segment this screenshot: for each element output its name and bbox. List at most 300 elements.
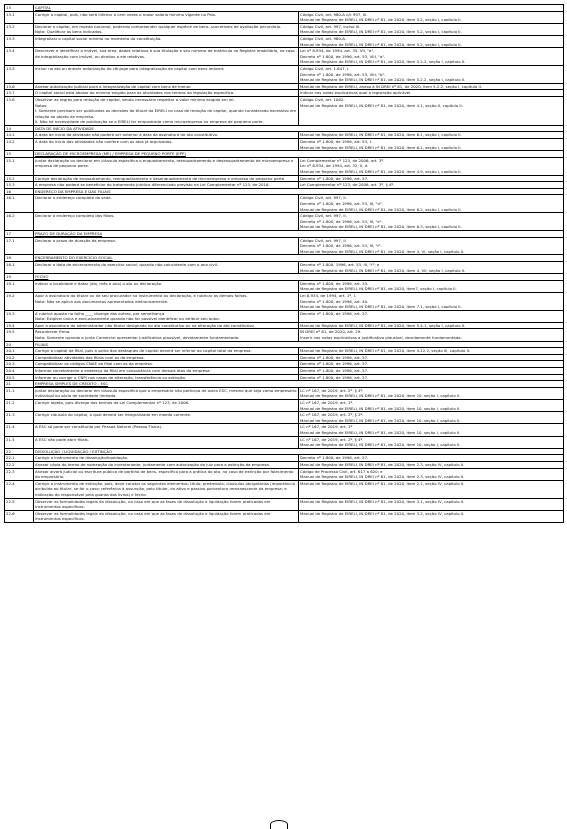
item-number-line: 21.4: [6, 424, 15, 430]
item-description: [34, 237, 299, 255]
item-legal-reference-line: Manual de Registro de EIRELI, IN DREI nº 81, de 2020, item 4.12.2, seção III, capítulo II.: [300, 348, 471, 354]
item-legal-reference: [299, 65, 564, 83]
requirement-row: [5, 23, 564, 35]
item-number: [5, 461, 34, 468]
item-legal-reference: [299, 436, 564, 448]
item-legal-reference-line: Código de Processo Civil, art. 617 a 620; e: [300, 468, 383, 474]
item-number-line: 19.1: [6, 280, 15, 286]
section-header-row: [5, 125, 564, 132]
item-number: [5, 436, 34, 448]
item-legal-reference: [299, 90, 564, 97]
item-description-line: Compatibilizar os códigos CNAE da filial com os da empresa.: [35, 361, 154, 367]
section-title-line: FECHO: [35, 274, 49, 280]
item-legal-reference-line: Manual de Registro de EIRELI, IN DREI nº 81, de 2020, item 10, seção I, capítulo II.: [300, 429, 461, 435]
item-description-line: Corrigir o instrumento de extinção, pois, deve constar os seguintes elementos: título; preâmbulo; cláusulas obrigatórias (importância atribuída ao titular, se for o caso; referência à assunção, pelo titular, do ativo e passivo porventura remanescente da empresa; e indicação do responsável pela guarda dos livros) e fecho.: [35, 480, 295, 497]
requirement-row: [5, 182, 564, 189]
item-legal-reference-line: Lei 8.934, de 1994, art. 1º, I.: [300, 292, 357, 298]
item-legal-reference: [299, 11, 564, 23]
item-description-line: A ESC só pode ser constituída por Pessoa Natural (Pessoa Física).: [35, 424, 163, 430]
section-title: [34, 341, 564, 348]
item-legal-reference: [299, 368, 564, 375]
item-description: [34, 374, 299, 381]
item-description-line: Juntar declaração ou declarar em cláusula específica o enquadramento, reenquadramento e desenquadramento de microempresa e empresa de pequeno porte.: [35, 157, 294, 169]
requirement-row: [5, 400, 564, 412]
item-description-line: Integralizar o capital social mínimo no momento da constituição.: [35, 35, 162, 41]
requirement-row: [5, 280, 564, 292]
section-number: [5, 448, 34, 455]
requirements-table-body: [5, 5, 564, 523]
item-legal-reference-line: Manual de Registro de EIRELI, IN DREI nº 81, de 2020, item 4, VI, seção I, capítulo II.: [300, 248, 465, 254]
item-legal-reference: [299, 400, 564, 412]
item-legal-reference-line: Manual de Registro de EIRELI, IN DREI nº 81, de 2020, item 5.2, seção I, capítulo II.: [300, 17, 462, 23]
item-number-line: 22.3: [6, 468, 15, 474]
item-description-line: Nota: Exigível única e exclusivamente quando não for possível identificar ou atribuir seu autor.: [35, 316, 221, 322]
item-description: [34, 96, 299, 125]
item-legal-reference-line: Decreto nº 1.800, de 1996, art. 33.: [300, 280, 369, 286]
item-legal-reference: [299, 374, 564, 381]
item-number: [5, 213, 34, 231]
item-description-line: Corrigir o capital da filial, pois a soma dos destaques de capital deverá ser inferior ao capital total da empresa.: [35, 348, 252, 354]
section-number-line: 22: [6, 448, 11, 454]
item-legal-reference-line: Decreto nº 1.800, de 1996, art. 57.: [300, 374, 369, 380]
requirement-row: [5, 354, 564, 361]
item-legal-reference-line: Decreto nº 1.800, de 1996, art. 57.: [300, 354, 369, 360]
item-description-line: Declarar o prazo de duração da empresa.: [35, 237, 117, 243]
item-legal-reference: [299, 182, 564, 189]
item-description-line: Descrever e identificar o imóvel, sua área, dados relativos à sua titulação e seu número de matrícula no Registro Imobiliário, no caso de integralização com imóvel, ou direitos a ele relativos.: [35, 48, 295, 59]
section-title: [34, 188, 564, 195]
requirement-row: [5, 35, 564, 47]
item-legal-reference-line: Decreto nº 1.800, 1996, art. 53, III, "f"; e: [300, 261, 380, 267]
item-legal-reference-line: Decreto nº 1.800, de 1996, art. 53, I.: [300, 139, 372, 145]
requirements-table: [4, 4, 564, 523]
requirement-row: [5, 329, 564, 341]
section-number: [5, 381, 34, 388]
requirement-row: [5, 510, 564, 522]
item-description: [34, 436, 299, 448]
item-description-line: Corrigir declaração de enquadramento, reenquadramento e desenquadramento de microempresa e empresa de pequeno porte.: [35, 175, 286, 181]
item-legal-reference: [299, 23, 564, 35]
item-description-line: Compatibilizar atividades das filiais com as da empresa.: [35, 354, 145, 360]
requirement-row: [5, 348, 564, 355]
section-title: [34, 381, 564, 388]
item-legal-reference: [299, 424, 564, 436]
requirement-row: [5, 237, 564, 255]
section-header-row: [5, 448, 564, 455]
section-number: [5, 125, 34, 132]
item-number-line: 19.4: [6, 322, 15, 328]
item-description: [34, 280, 299, 292]
item-number: [5, 498, 34, 510]
item-number: [5, 424, 34, 436]
section-title-line: EMPRESA SIMPLES DE CRÉDITO - ESC: [35, 381, 109, 387]
item-description-line: Indicar a localidade e datar (dia, mês e ano) o ato ou declaração.: [35, 280, 163, 286]
item-number-line: 22.5: [6, 498, 15, 504]
item-legal-reference-line: Manual de Registro de EIRELI, IN DREI nº 81, de 2020, item 5.4.1, seção I, capítulo II.: [300, 322, 466, 328]
item-number-line: 13.5: [6, 65, 15, 71]
item-legal-reference: [299, 35, 564, 47]
item-number: [5, 400, 34, 412]
section-title-line: ENDEREÇO DA EMPRESA E DAS FILIAIS: [35, 188, 111, 194]
item-legal-reference: [299, 412, 564, 424]
item-legal-reference-line: Código Civil, art. 1.647, I.: [300, 65, 350, 71]
item-number: [5, 368, 34, 375]
section-title: [34, 230, 564, 237]
section-header-row: [5, 255, 564, 262]
item-legal-reference: [299, 132, 564, 139]
item-description-line: II. Não há necessidade de publicação se a EIRELI for enquadrada como microempresa ou empresa de pequeno porte.: [35, 119, 264, 125]
requirement-row: [5, 412, 564, 424]
section-title-line: DISSOLUÇÃO / LIQUIDAÇÃO / EXTINÇÃO: [35, 448, 113, 454]
requirement-row: [5, 195, 564, 213]
item-number-line: 22.1: [6, 455, 15, 461]
item-description: [34, 182, 299, 189]
item-legal-reference: [299, 461, 564, 468]
requirement-row: [5, 480, 564, 498]
item-legal-reference-line: LC nº 167, de 2019, art. 2º, § 2º.: [300, 412, 364, 418]
item-legal-reference-line: LC nº 167, de 2019, art. 2º, § 4º.: [300, 387, 364, 393]
item-number-line: 21.1: [6, 387, 15, 393]
item-number-line: 13.8: [6, 96, 15, 102]
item-description: [34, 261, 299, 273]
item-description-line: Nota: Não se aplica aos documentos apresentados eletronicamente.: [35, 298, 169, 304]
requirement-row: [5, 96, 564, 125]
item-legal-reference-line: Manual de Registro de EIRELI, IN DREI nº 81, de 2020, item 2.3, seção IV, capítulo II.: [300, 461, 465, 467]
item-number-line: 16.1: [6, 195, 15, 201]
item-legal-reference-line: Decreto nº 1.800, de 1996, art. 53, III, "e".: [300, 218, 383, 224]
item-legal-reference-line: Manual de Registro de EIRELI, IN DREI nº 81, de 2020, item 6.2, seção I, capítulo II.: [300, 206, 462, 212]
item-legal-reference-line: Inserir nas notas explicativas a justificativa plausível, devidamente fundamentada.: [300, 335, 462, 341]
requirement-row: [5, 11, 564, 23]
item-legal-reference: [299, 157, 564, 175]
item-legal-reference: [299, 361, 564, 368]
item-description-line: Observar as formalidades legais da dissolução, no caso em que as fases de dissolução e liquidação forem praticadas em instrumentos específicos.: [35, 510, 271, 522]
item-legal-reference: [299, 280, 564, 292]
item-description: [34, 65, 299, 83]
item-description: [34, 361, 299, 368]
section-number-line: 19: [6, 274, 11, 280]
requirement-row: [5, 436, 564, 448]
item-description: [34, 412, 299, 424]
item-description: [34, 461, 299, 468]
item-legal-reference-line: Manual de Registro de EIRELI, IN DREI nº 81, de 2020, item 4, VII, seção I, capítulo II.: [300, 267, 466, 273]
item-number: [5, 510, 34, 522]
item-number-line: 20.2: [6, 354, 15, 360]
item-legal-reference-line: Decreto nº 1.800, de 1996, art. 57.: [300, 175, 369, 181]
item-legal-reference: [299, 139, 564, 151]
item-number-line: 14.2: [6, 139, 15, 145]
item-description: [34, 132, 299, 139]
item-legal-reference-line: LC nº 167, de 2019, art. 1º: [300, 424, 353, 430]
section-header-row: [5, 230, 564, 237]
item-legal-reference-line: Manual de Registro de EIRELI, IN DREI nº 81, de 2020, item 5.2.2, seção I, capítulo II.: [300, 59, 466, 65]
section-title-line: PRAZO DE DURAÇÃO DA EMPRESA: [35, 230, 103, 236]
section-number-line: 14: [6, 125, 11, 131]
item-number: [5, 354, 34, 361]
requirement-row: [5, 132, 564, 139]
item-number: [5, 96, 34, 125]
item-description: [34, 424, 299, 436]
requirement-row: [5, 310, 564, 322]
item-description-line: Juntar declaração ou declarar em cláusula específica que o empresário não participa de outra ESC, mesmo que seja como empresário individual ou sócio de sociedade limitada.: [35, 387, 297, 399]
item-description-line: Notas:: [35, 102, 48, 108]
item-description: [34, 480, 299, 498]
item-description: [34, 157, 299, 175]
item-legal-reference-line: IN DREI nº 81, de 2020, art. 29.: [300, 329, 362, 335]
requirement-row: [5, 48, 564, 66]
item-description-line: I. Somente precisam ser publicadas as decisões do titular da EIRELI no caso de redução de capital, quando considerado excessivo em relação ao objeto da empresa.: [35, 108, 297, 119]
item-description-line: Corrigir o capital, pois, não será inferior a cem vezes o maior salário mínimo vigente no País.: [35, 11, 217, 17]
section-number-line: 13: [6, 5, 11, 10]
item-description: [34, 139, 299, 151]
item-legal-reference-line: Manual de Registro de EIRELI, IN DREI nº 81, de 2020, item 10, seção I, capítulo II.: [300, 393, 461, 399]
item-legal-reference-line: Decreto nº 1.800, de 1996, art. 53, III, "d".: [300, 201, 383, 206]
item-legal-reference-line: Código Civil, art. 997, II.: [300, 237, 347, 243]
item-number-line: 16.2: [6, 213, 15, 219]
item-number-line: 15.1: [6, 157, 15, 163]
item-legal-reference-line: Código Civil, art. 980-A.: [300, 35, 347, 41]
item-number: [5, 387, 34, 399]
item-number-line: 14.1: [6, 132, 15, 138]
item-description-line: Nota: Qualificar os bens indicados.: [35, 29, 103, 35]
item-number: [5, 157, 34, 175]
item-number-line: 13.2: [6, 23, 15, 29]
section-number-line: 16: [6, 188, 11, 194]
item-legal-reference-line: Manual de Registro de EIRELI, IN DREI nº 81, de 2020, item 5.2, seção I, capítulo II.: [300, 29, 462, 35]
item-description: [34, 468, 299, 480]
item-description: [34, 322, 299, 329]
section-number: [5, 151, 34, 158]
section-header-row: [5, 5, 564, 12]
item-description-line: A data de início das atividades não confere com os atos já arquivados.: [35, 139, 173, 145]
item-legal-reference-line: Código Civil, art. 997, inciso III.: [300, 23, 361, 29]
requirement-row: [5, 213, 564, 231]
item-number-line: 20.1: [6, 348, 15, 354]
item-number: [5, 175, 34, 182]
section-title-line: ENCERRAMENTO DO EXERCÍCIO SOCIAL: [35, 255, 113, 261]
item-legal-reference-line: Código Civil, art. 997, II.: [300, 213, 347, 219]
item-legal-reference: [299, 48, 564, 66]
item-legal-reference-line: Decreto nº 1.800, de 1996, art. 57.: [300, 361, 369, 367]
item-legal-reference: [299, 329, 564, 341]
item-number: [5, 361, 34, 368]
item-description: [34, 11, 299, 23]
item-number-line: 15.3: [6, 182, 15, 188]
item-description-line: Corrigir o instrumento de dissolução/liquidação.: [35, 455, 129, 461]
item-description-line: Anexar autorização judicial para a integralização de capital com bens de menor.: [35, 83, 192, 89]
item-number: [5, 322, 34, 329]
item-legal-reference-line: Decreto nº 1.800, de 1996, art. 53, VIII, "b".: [300, 71, 386, 77]
item-description: [34, 35, 299, 47]
item-description-line: Nota: Somente quando a Junta Comercial apresentar justificativa plausível, devidamente fundamentada.: [35, 335, 240, 341]
item-number-line: 20.4: [6, 368, 15, 374]
item-legal-reference: [299, 468, 564, 480]
item-description-line: Observar as formalidades legais da dissolução, no caso em que as fases de dissolução e liquidação forem praticadas em instrumentos específicos.: [35, 498, 271, 510]
requirement-row: [5, 368, 564, 375]
section-title: [34, 448, 564, 455]
requirement-row: [5, 387, 564, 399]
section-title-line: DATA DE INÍCIO DA ATIVIDADE: [35, 125, 94, 131]
item-description-line: Anexar cópia do termo de nomeação do inventariante, juntamente com autorização do juiz para a extinção da empresa.: [35, 461, 270, 467]
item-number-line: 21.5: [6, 436, 15, 442]
section-title-line: DECLARAÇÃO DE MICROEMPRESA (ME) / EMPRESA DE PEQUENO PORTE (EPP): [35, 151, 186, 157]
section-number-line: 17: [6, 230, 11, 236]
item-legal-reference-line: LC nº 167, de 2019, art. 2º, § 4º.: [300, 436, 364, 442]
item-description: [34, 368, 299, 375]
item-description: [34, 292, 299, 310]
item-description-line: O capital social está abaixo do mínimo exigido para as atividades nos termos da legislação específica.: [35, 90, 235, 96]
requirement-row: [5, 139, 564, 151]
item-description: [34, 400, 299, 412]
item-legal-reference-line: Decreto nº 1.800, de 1996, art. 57.: [300, 368, 369, 374]
item-legal-reference-line: Manual de Registro de EIRELI, IN DREI nº 81, de 2020, item 6.1, seção I, capítulo II.: [300, 132, 462, 138]
item-legal-reference-line: Decreto nº 1.800, de 1996, art. 57.: [300, 310, 369, 316]
item-description: [34, 387, 299, 399]
item-legal-reference: [299, 510, 564, 522]
item-number-line: 13.4: [6, 48, 15, 54]
item-legal-reference-line: Manual de Registro de EIRELI, IN DREI nº 81, de 2020, item 4.1, seção II, capítulo II.: [300, 102, 463, 108]
item-legal-reference: [299, 83, 564, 90]
item-number: [5, 412, 34, 424]
section-number-line: 15: [6, 151, 11, 157]
item-description: [34, 23, 299, 35]
requirement-row: [5, 157, 564, 175]
section-number: [5, 5, 34, 12]
requirement-row: [5, 292, 564, 310]
item-legal-reference-line: Manual de Registro de EIRELI, IN DREI nº 81, de 2020, item 2.3, seção IV, capítulo II.: [300, 474, 465, 480]
section-number: [5, 274, 34, 281]
item-description: [34, 329, 299, 341]
requirement-row: [5, 424, 564, 436]
item-number-line: 22.4: [6, 480, 15, 486]
requirement-row: [5, 468, 564, 480]
item-legal-reference-line: Manual de Registro de EIRELI, IN DREI nº 81, de 2020, item 2.1, seção IV, capítulo II.: [300, 480, 465, 486]
item-legal-reference: [299, 261, 564, 273]
item-number: [5, 48, 34, 66]
item-number-line: 19.5: [6, 329, 15, 335]
item-legal-reference: [299, 348, 564, 355]
item-legal-reference-line: Manual de Registro de EIRELI, IN DREI nº 81, de 2020, item 6.3, seção I, capítulo II.: [300, 224, 462, 230]
item-legal-reference: [299, 213, 564, 231]
requirement-row: [5, 361, 564, 368]
item-legal-reference-line: Manual de Registro de EIRELI, IN DREI nº 81, de 2020, item 5.2, seção I, capítulo II.: [300, 41, 462, 47]
item-number: [5, 139, 34, 151]
item-description-line: Declarar o endereço completo das filiais.: [35, 213, 115, 219]
item-description: [34, 195, 299, 213]
item-description: [34, 498, 299, 510]
section-number-line: 21: [6, 381, 11, 387]
item-number-line: 17.1: [6, 237, 15, 243]
section-title: [34, 274, 564, 281]
item-number: [5, 132, 34, 139]
item-description-line: Informar ou corrigir o CNPJ nos casos de alteração, transferência ou extinção.: [35, 374, 187, 380]
section-number: [5, 255, 34, 262]
item-number-line: 13.3: [6, 35, 15, 41]
item-legal-reference-line: Lei nº 8.934, de 1994, art. 35, VII, "a".: [300, 48, 375, 54]
item-number-line: 19.2: [6, 292, 15, 298]
item-description-line: A rubrica aposta na folha ____ diverge das outras, por semelhança.: [35, 310, 166, 316]
section-header-row: [5, 188, 564, 195]
item-legal-reference: [299, 96, 564, 125]
section-title: [34, 255, 564, 262]
item-description-line: Incluir no ato ou anexar autorização do cônjuge para integralização de capital com bens imóveis: [35, 65, 224, 71]
item-number-line: 21.2: [6, 400, 15, 405]
item-legal-reference-line: Indicar nas notas explicativas qual a legislação aplicável.: [300, 90, 412, 96]
item-legal-reference-line: Manual de Registro de EIRELI, IN DREI nº 81, de 2020, item 10, seção I, capítulo II.: [300, 405, 461, 411]
section-title: [34, 125, 564, 132]
requirement-row: [5, 83, 564, 90]
item-description-line: Informar corretamente o endereço da filial em consonância com demais atos da empresa.: [35, 368, 211, 374]
item-description-line: Reconhecer firma.: [35, 329, 71, 335]
item-legal-reference-line: Manual de Registro de EIRELI, IN DREI nº 81, de 2020, item 3.2, seção IV, capítulo II.: [300, 510, 465, 516]
item-number: [5, 455, 34, 462]
item-number-line: 19.3: [6, 310, 15, 316]
item-description: [34, 48, 299, 66]
item-description-line: Apor a assinatura do titular ou de seu procurador no instrumento ou declaração, e rubricar as demais folhas.: [35, 292, 248, 298]
item-legal-reference-line: Decreto nº 1.800, de 1996, art. 53, III, "f".: [300, 243, 382, 249]
section-header-row: [5, 341, 564, 348]
item-number: [5, 23, 34, 35]
item-number-line: 15.2: [6, 175, 15, 181]
section-number: [5, 188, 34, 195]
item-description: [34, 175, 299, 182]
item-legal-reference-line: LC nº 167, de 2019, art. 1º.: [300, 400, 354, 405]
requirement-row: [5, 455, 564, 462]
section-header-row: [5, 274, 564, 281]
item-legal-reference-line: Decreto nº 1.800, de 1996, art. 57.: [300, 455, 369, 461]
item-description: [34, 213, 299, 231]
requirement-row: [5, 498, 564, 510]
item-legal-reference: [299, 237, 564, 255]
item-legal-reference: [299, 387, 564, 399]
item-description: [34, 455, 299, 462]
item-number-line: 20.3: [6, 361, 15, 367]
item-legal-reference-line: Decreto nº 1.800, de 1996, art. 40.: [300, 298, 369, 304]
requirement-row: [5, 65, 564, 83]
item-description-line: A empresa não poderá se beneficiar do tratamento jurídico diferenciado previsto na Lei Complementar nº 123, de 2016.: [35, 182, 270, 188]
item-number: [5, 374, 34, 381]
item-description-line: A data de início da atividade não poderá ser anterior à data da assinatura do ato constitutivo.: [35, 132, 219, 138]
item-number: [5, 35, 34, 47]
item-legal-reference: [299, 195, 564, 213]
item-legal-reference-line: Lei nº 8.934, de 1994, art. 32, II, d.: [300, 163, 369, 169]
item-legal-reference-line: Lei Complementar nº 123, de 2006, art. 3º, § 4º.: [300, 182, 395, 188]
item-description: [34, 510, 299, 522]
section-title-line: CAPITAL: [35, 5, 51, 10]
item-description-line: Corrigir cláusula do capital, o qual deverá ser integralizado em moeda corrente.: [35, 412, 192, 418]
item-legal-reference: [299, 322, 564, 329]
item-number-line: 20.5: [6, 374, 15, 380]
item-legal-reference-line: Código Civil, art. 980-A c/c 997, III.: [300, 11, 368, 17]
section-number: [5, 341, 34, 348]
item-legal-reference: [299, 498, 564, 510]
requirement-row: [5, 90, 564, 97]
item-number: [5, 280, 34, 292]
item-number: [5, 182, 34, 189]
requirement-row: [5, 461, 564, 468]
item-description-line: Declarar o capital, em moeda nacional, podendo compreender qualquer espécie de bens, suscetíveis de avaliação pecuniária.: [35, 23, 282, 29]
item-description-line: A ESC não pode abrir filiais.: [35, 436, 89, 442]
item-legal-reference: [299, 175, 564, 182]
section-header-row: [5, 381, 564, 388]
section-number-line: 20: [6, 341, 11, 347]
item-legal-reference: [299, 292, 564, 310]
item-description-line: Observar as regras para redução de capital, sendo necessário respeitar o valor mínimo exigido em lei.: [35, 96, 235, 102]
requirement-row: [5, 175, 564, 182]
item-legal-reference-line: Manual de Registro de EIRELI, IN DREI nº 81, de 2020, item 4.9, seção I, capítulo II.: [300, 169, 462, 175]
item-number-line: 13.7: [6, 90, 15, 96]
item-number: [5, 83, 34, 90]
